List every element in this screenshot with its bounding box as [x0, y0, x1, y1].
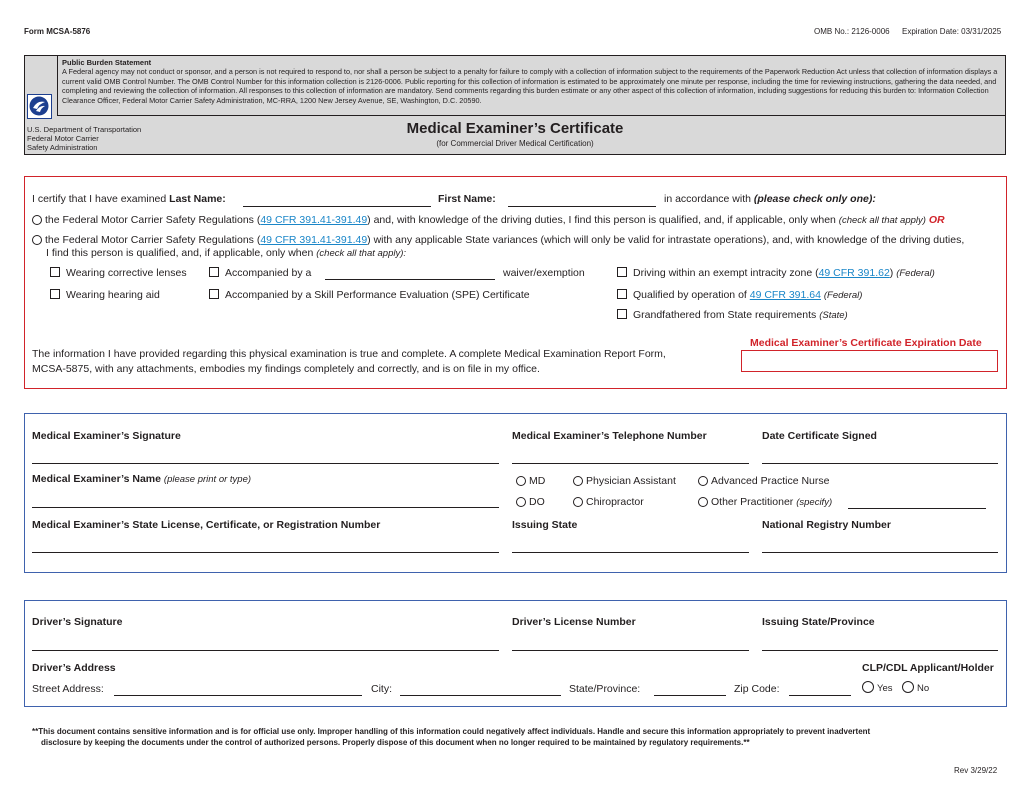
- radio-other[interactable]: [698, 496, 832, 508]
- license-field[interactable]: [32, 552, 499, 553]
- spe-label: Accompanied by a Skill Performance Evaluation (SPE) Certificate: [225, 289, 530, 301]
- other-radio[interactable]: [698, 497, 708, 507]
- other-hint: (specify): [796, 497, 833, 508]
- qualified-operation-label: Qualified by operation of: [633, 289, 747, 301]
- form-title: Medical Examiner’s Certificate: [406, 120, 624, 137]
- burden-statement: [57, 56, 1005, 116]
- registry-label: National Registry Number: [762, 519, 891, 531]
- clp-no-label: No: [917, 683, 930, 694]
- examiner-phone-label: Medical Examiner’s Telephone Number: [512, 430, 707, 442]
- revision-date: Rev 3/29/22: [954, 766, 998, 775]
- qualified-federal: (Federal): [823, 290, 863, 301]
- date-signed-field[interactable]: [762, 463, 998, 464]
- grandfathered-label: Grandfathered from State requirements: [633, 309, 817, 321]
- clp-yes[interactable]: [862, 681, 893, 694]
- cb-grandfathered[interactable]: [617, 309, 848, 321]
- accompanied-label: Accompanied by a: [225, 267, 312, 279]
- certify-line: [32, 193, 226, 205]
- driver-license-field[interactable]: [512, 650, 749, 651]
- cb-corrective-lenses[interactable]: [50, 267, 187, 279]
- radio-md[interactable]: [516, 475, 545, 487]
- dot-logo-icon: [28, 95, 50, 117]
- driver-license-label: Driver’s License Number: [512, 616, 636, 628]
- last-name-field[interactable]: [243, 206, 431, 207]
- agency-line-2: Federal Motor Carrier: [27, 134, 99, 143]
- examiner-phone-field[interactable]: [512, 463, 749, 464]
- do-radio[interactable]: [516, 497, 526, 507]
- opt2-check-all: (check all that apply):: [316, 248, 407, 259]
- license-label: Medical Examiner’s State License, Certificate, or Registration Number: [32, 519, 381, 531]
- corrective-lenses-label: Wearing corrective lenses: [66, 267, 187, 279]
- expiration-date-field[interactable]: [741, 350, 998, 372]
- state-label: State/Province:: [569, 683, 641, 695]
- chiropractor-radio[interactable]: [573, 497, 583, 507]
- intracity-close: ): [889, 267, 894, 279]
- hearing-aid-checkbox[interactable]: [50, 289, 60, 299]
- agency-line-3: Safety Administration: [27, 143, 98, 152]
- radio-chiropractor[interactable]: [573, 496, 644, 508]
- opt2-text-c: I find this person is qualified, and, if applicable, only when: [46, 247, 314, 259]
- agency-line-1: U.S. Department of Transportation: [27, 125, 142, 134]
- waiver-field[interactable]: [325, 279, 495, 280]
- clp-no-radio[interactable]: [902, 681, 914, 693]
- chiropractor-label: Chiropractor: [586, 496, 644, 508]
- option-state-radio[interactable]: [32, 235, 42, 245]
- option-federal[interactable]: [32, 214, 945, 226]
- opt1-check-all: (check all that apply): [838, 215, 926, 226]
- issuing-state-field[interactable]: [512, 552, 749, 553]
- md-radio[interactable]: [516, 476, 526, 486]
- option-federal-radio[interactable]: [32, 215, 42, 225]
- cb-spe[interactable]: [209, 289, 530, 301]
- cfr-link-2[interactable]: 49 CFR 391.41-391.49: [260, 234, 368, 246]
- accordance-text: [664, 193, 876, 205]
- expiration-date-header: Expiration Date: 03/31/2025: [902, 27, 1002, 36]
- examiner-signature-label: Medical Examiner’s Signature: [32, 430, 181, 442]
- cb-hearing-aid[interactable]: [50, 289, 160, 301]
- examiner-name-hint: (please print or type): [163, 474, 252, 485]
- certify-intro: I certify that I have examined: [32, 193, 167, 205]
- cb-accompanied[interactable]: [209, 267, 311, 279]
- clp-no[interactable]: [902, 681, 929, 694]
- waiver-label: waiver/exemption: [503, 267, 585, 279]
- examiner-name-title: Medical Examiner’s Name: [32, 473, 161, 485]
- driver-signature-label: Driver’s Signature: [32, 616, 123, 628]
- spe-checkbox[interactable]: [209, 289, 219, 299]
- pa-radio[interactable]: [573, 476, 583, 486]
- state-field[interactable]: [654, 695, 726, 696]
- dot-logo: [27, 94, 52, 119]
- cfr-link-1[interactable]: 49 CFR 391.41-391.49: [260, 214, 368, 226]
- cfr-link-391-62[interactable]: 49 CFR 391.62: [818, 267, 890, 279]
- burden-title: Public Burden Statement: [62, 58, 152, 67]
- pa-label: Physician Assistant: [586, 475, 676, 487]
- omb-number: OMB No.: 2126-0006: [814, 27, 890, 36]
- do-label: DO: [529, 496, 545, 508]
- accompanied-checkbox[interactable]: [209, 267, 219, 277]
- first-name-field[interactable]: [508, 206, 656, 207]
- driver-address-label: Driver’s Address: [32, 662, 116, 674]
- corrective-lenses-checkbox[interactable]: [50, 267, 60, 277]
- clp-label: CLP/CDL Applicant/Holder: [862, 662, 994, 674]
- opt2-text-b: ) with any applicable State variances (which will only be valid for intrastate operations), and, with knowledge of the driving duties,: [367, 234, 965, 246]
- opt1-text-b: ) and, with knowledge of the driving duties, I find this person is qualified, and, if applicable, only when: [367, 214, 836, 226]
- registry-field[interactable]: [762, 552, 998, 553]
- grandfathered-checkbox[interactable]: [617, 309, 627, 319]
- expiration-date-label: Medical Examiner’s Certificate Expiration Date: [750, 337, 982, 349]
- or-label: OR: [928, 214, 945, 226]
- last-name-label: Last Name:: [169, 193, 226, 205]
- examiner-signature-field[interactable]: [32, 463, 499, 464]
- option-state[interactable]: [32, 234, 964, 246]
- qualified-operation-checkbox[interactable]: [617, 289, 627, 299]
- driver-issuing-label: Issuing State/Province: [762, 616, 875, 628]
- apn-radio[interactable]: [698, 476, 708, 486]
- grandfathered-state: (State): [819, 310, 848, 321]
- driver-issuing-field[interactable]: [762, 650, 998, 651]
- statement-line-2: MCSA-5875, with any attachments, embodies my findings completely and correctly, and is on file in my office.: [32, 363, 540, 375]
- other-label: Other Practitioner: [711, 496, 794, 508]
- zip-field[interactable]: [789, 695, 851, 696]
- clp-yes-radio[interactable]: [862, 681, 874, 693]
- cb-intracity[interactable]: [617, 267, 935, 279]
- issuing-state-label: Issuing State: [512, 519, 578, 531]
- opt2-text-a: the Federal Motor Carrier Safety Regulations (: [45, 234, 261, 246]
- hearing-aid-label: Wearing hearing aid: [66, 289, 160, 301]
- other-practitioner-field[interactable]: [848, 508, 986, 509]
- radio-pa[interactable]: [573, 475, 676, 487]
- burden-text: A Federal agency may not conduct or sponsor, and a person is not required to respond to, nor shall a person be subject to a penalty for failure to comply with a collection of information subject to the requirements of the Paperwork Reduction Act unless that collection of information displays a current valid OMB Control Number. The OMB Control Number for this information collection is 2126-0006. Public reporting for this collection of information is estimated to be approximately one minute per response, including the time for reviewing instructions, gathering the data needed, and completing and reviewing the collection of information. All responses to this collection of information are mandatory. Send comments regarding this burden estimate or any other aspect of this collection of information, including suggestions for reducing this burden to: Information Collection Clearance Officer, Federal Motor Carrier Safety Administration, MC-RRA, 1200 New Jersey Avenue, SE, Washington, D.C. 20590.: [62, 67, 998, 105]
- opt1-text-a: the Federal Motor Carrier Safety Regulations (: [45, 214, 261, 226]
- form-id: Form MCSA-5876: [24, 27, 91, 36]
- zip-label: Zip Code:: [734, 683, 780, 695]
- examiner-name-field[interactable]: [32, 507, 499, 508]
- radio-apn[interactable]: [698, 475, 829, 487]
- city-field[interactable]: [400, 695, 561, 696]
- clp-yes-label: Yes: [877, 683, 893, 694]
- statement-line-1: The information I have provided regarding this physical examination is true and complete. A complete Medical Examination Report Form,: [32, 348, 666, 360]
- footer-notice-1: **This document contains sensitive information and is for official use only. Improper handling of this information could negatively affect individuals. Handle and secure this information appropriately to prevent inadvertent: [32, 727, 871, 736]
- radio-do[interactable]: [516, 496, 545, 508]
- street-label: Street Address:: [32, 683, 104, 695]
- accordance-label: in accordance with: [664, 193, 751, 205]
- option-state-cont: [46, 247, 406, 259]
- intracity-label: Driving within an exempt intracity zone (: [633, 267, 819, 279]
- footer-notice-2: disclosure by keeping the documents under the control of authorized persons. Properly dispose of this document when no longer required to be maintained by regulatory requirements.**: [41, 738, 750, 747]
- driver-signature-field[interactable]: [32, 650, 499, 651]
- check-one-label: (please check only one):: [753, 193, 876, 205]
- form-subtitle: (for Commercial Driver Medical Certification): [436, 139, 594, 148]
- date-signed-label: Date Certificate Signed: [762, 430, 877, 442]
- city-label: City:: [371, 683, 392, 695]
- intracity-federal: (Federal): [896, 268, 935, 279]
- md-label: MD: [529, 475, 546, 487]
- street-field[interactable]: [114, 695, 362, 696]
- intracity-checkbox[interactable]: [617, 267, 627, 277]
- apn-label: Advanced Practice Nurse: [711, 475, 830, 487]
- cb-qualified-operation[interactable]: [617, 289, 862, 301]
- examiner-name-label: [32, 473, 251, 485]
- first-name-label: First Name:: [438, 193, 496, 205]
- cfr-link-391-64[interactable]: 49 CFR 391.64: [749, 289, 821, 301]
